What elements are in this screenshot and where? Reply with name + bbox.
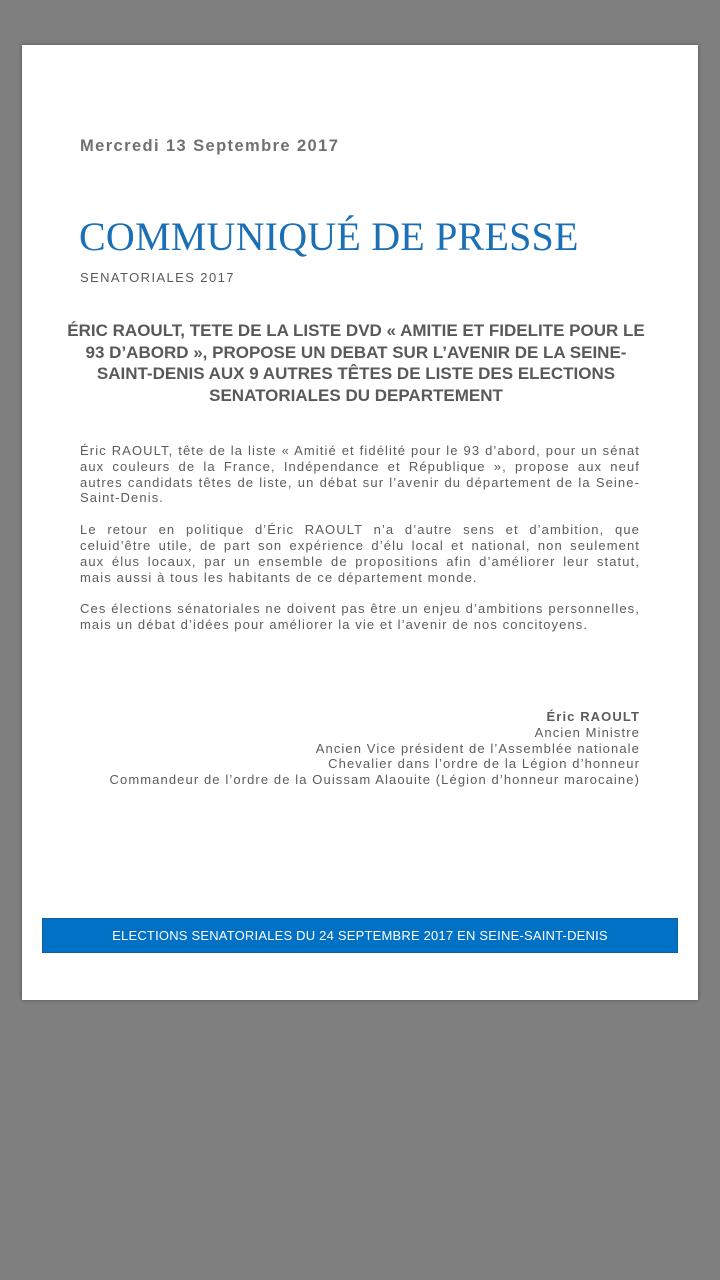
signature-name: Éric RAOULT [546,709,640,724]
document-title: COMMUNIQUÉ DE PRESSE [79,214,579,259]
paragraph: Ces élections sénatoriales ne doivent pas être un enjeu d’ambitions personnelles, mais un débat d’idées pour améliorer la vie et l’avenir de nos concitoyens. [80,601,640,633]
signature-title: Chevalier dans l’ordre de la Légion d’honneur [328,756,640,772]
footer-banner [42,918,678,953]
headline: ÉRIC RAOULT, TETE DE LA LISTE DVD « AMITIE ET FIDELITE POUR LE 93 D’ABORD », PROPOSE UN DEBAT SUR L’AVENIR DE LA SEINE-SAINT-DENIS AUX 9 AUTRES TÊTES DE LISTE DES ELECTIONS SENATORIALES DU DEPARTEMENT [67,321,645,405]
signature-title: Ancien Vice président de l’Assemblée nationale [315,740,640,756]
signature-title: Ancien Ministre [534,724,640,740]
paragraph: Le retour en politique d’Éric RAOULT n’a d’autre sens et d’ambition, que celuid’être utile, de part son expérience d’élu local et national, non seulement aux élus locaux, par un ensemble de propositions afin d’améliorer leur statut, mais aussi à tous les habitants de ce département monde. [80,522,640,585]
press-release-page [22,45,698,1000]
document-subtitle: SENATORIALES 2017 [80,270,235,285]
paragraph: Éric RAOULT, tête de la liste « Amitié et fidélité pour le 93 d’abord, pour un sénat aux couleurs de la France, Indépendance et République », propose aux neuf autres candidats têtes de liste, un débat sur l’avenir du département de la Seine-Saint-Denis. [80,443,640,506]
release-date: Mercredi 13 Septembre 2017 [80,137,340,155]
signature-title: Commandeur de l’ordre de la Ouissam Alaouite (Légion d’honneur marocaine) [109,772,640,788]
signature-block [80,709,640,788]
footer-text: ELECTIONS SENATORIALES DU 24 SEPTEMBRE 2017 EN SEINE-SAINT-DENIS [112,928,608,943]
body-text [80,443,640,649]
